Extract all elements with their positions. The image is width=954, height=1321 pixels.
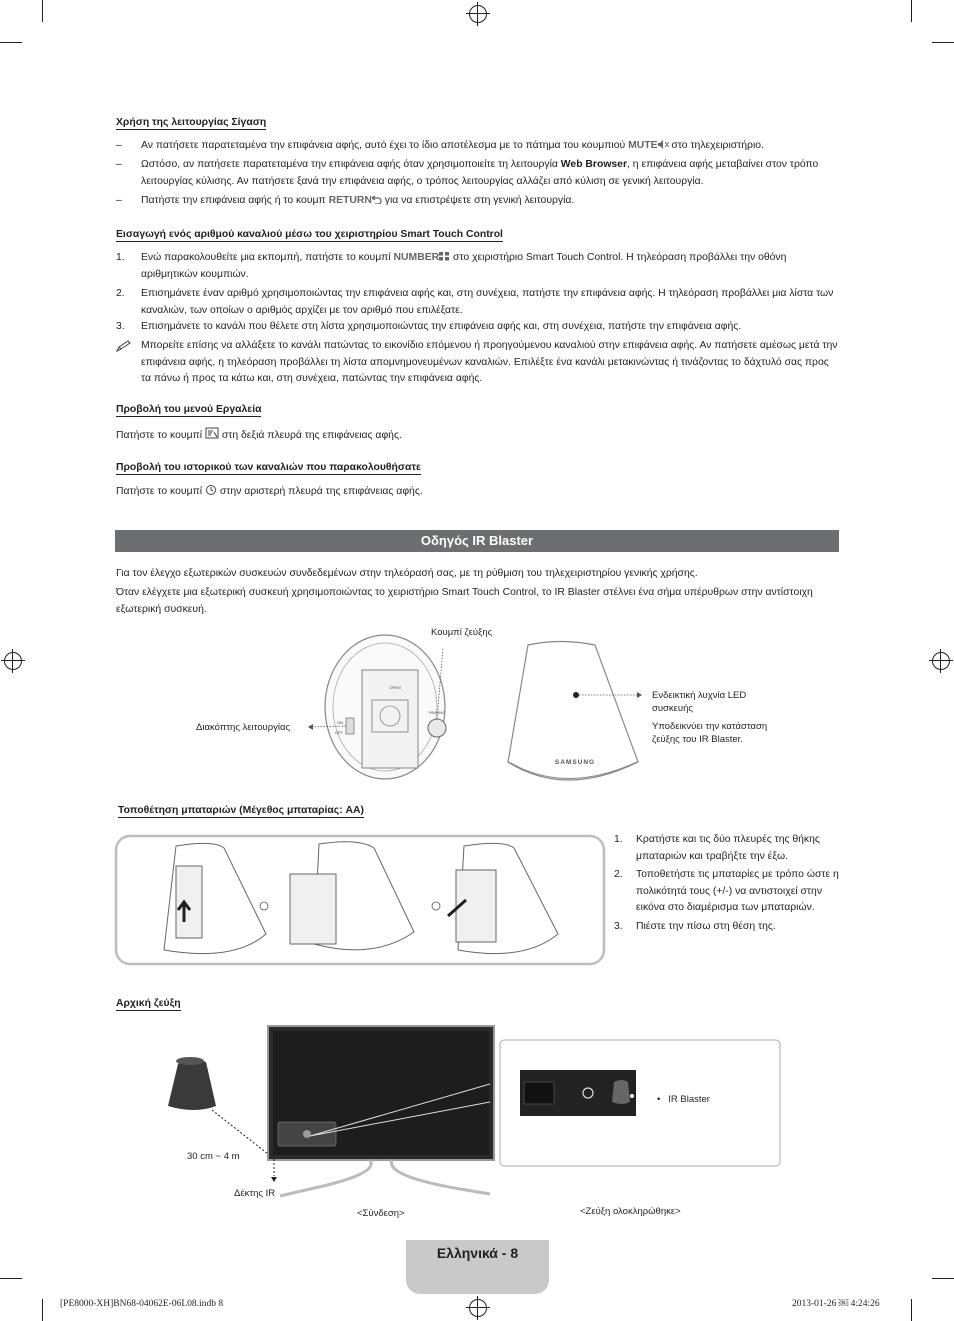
history-instruction: Πατήστε το κουμπί στην αριστερή πλευρά της επιφάνειας αφής. xyxy=(116,486,423,497)
led-description: Υποδεικνύει την κατάσταση ζεύξης του IR Blaster. xyxy=(652,721,768,745)
list-item: – Πατήστε την επιφάνεια αφής ή το κουμπ RETURN για να επιστρέψετε στη γενική λειτουργία. xyxy=(116,195,575,206)
pairing-button-label: Κουμπί ζεύξης xyxy=(431,627,493,638)
tools-instruction: Πατήστε το κουμπί στη δεξιά πλευρά της επιφάνειας αφής. xyxy=(116,427,402,445)
ir-blaster-diagram xyxy=(300,630,650,800)
section-banner: Οδηγός IR Blaster xyxy=(115,530,839,552)
crop-mark xyxy=(911,1299,912,1321)
crop-mark xyxy=(42,0,43,22)
section-heading-history: Προβολή του ιστορικού των καναλιών που παρακολουθήσατε xyxy=(116,462,421,473)
section-heading-channel-number: Εισαγωγή ενός αριθμού καναλιού μέσω του χειριστηρίου Smart Touch Control xyxy=(116,229,503,240)
print-slug-right: 2013-01-26 ￼ 4:24:26 xyxy=(792,1299,880,1309)
caption-connect: <Σύνδεση> xyxy=(357,1208,405,1219)
crop-mark xyxy=(0,42,22,43)
list-item: – Αν πατήσετε παρατεταμένα την επιφάνεια αφής, αυτό έχει το ίδιο αποτέλεσμα με το πάτημα του κουμπιού MUTE στο τηλεχειριστήριο. xyxy=(116,140,764,151)
samsung-logo: SAMSUNG xyxy=(554,759,596,766)
note-pencil-icon xyxy=(116,340,132,352)
distance-label: 30 cm ~ 4 m xyxy=(187,1151,240,1162)
on-label: ON xyxy=(337,720,343,725)
battery-step: 3. Πιέστε την πίσω στη θέση της. xyxy=(614,921,776,932)
led-label: Ενδεικτική λυχνία LED συσκευής xyxy=(652,690,747,714)
battery-installation-illustration xyxy=(114,834,606,966)
return-icon xyxy=(372,195,382,204)
list-item: 3. Επισημάνετε το κανάλι που θέλετε στη λίστα χρησιμοποιώντας την επιφάνεια αφής και, στη συνέχεια, πατήστε την επιφάνεια αφής. xyxy=(116,321,742,332)
caption-pairing-done: <Ζεύξη ολοκληρώθηκε> xyxy=(580,1206,681,1217)
crop-mark xyxy=(0,1278,22,1279)
list-item: 1. Ενώ παρακολουθείτε μια εκπομπή, πατήστε το κουμπί NUMBER στο χειριστήριο Smart Touch Control. Η τηλεόραση προβάλλει την οθόνη αριθμητικών κουμπιών. xyxy=(116,252,787,280)
open-label: OPEN xyxy=(389,685,401,690)
tools-icon xyxy=(205,427,219,440)
list-item: – Ωστόσο, αν πατήσετε παρατεταμένα την επιφάνεια αφής όταν χρησιμοποιείτε τη λειτουργία Web Browser, η επιφάνεια αφής μεταβαίνει στον τρόπο λειτουργίας κύλισης. Αν πατήσετε ξανά την επιφάνεια αφής, ο τρόπος λειτουργίας αλλάζει από κύλιση σε γενική λειτουργία. xyxy=(116,159,819,187)
battery-step: 2. Τοποθετήστε τις μπαταρίες με τρόπο ώστε η πολικότητά τους (+/-) να αντιστοιχεί στην εικόνα στο διαμέρισμα των μπαταριών. xyxy=(614,869,839,913)
power-switch-label: Διακόπτης λειτουργίας xyxy=(196,722,291,733)
ir-blaster-bullet: • IR Blaster xyxy=(657,1094,710,1105)
number-grid-icon xyxy=(439,252,450,261)
note-item: Μπορείτε επίσης να αλλάξετε το κανάλι πατώντας το εικονίδιο επόμενου ή προηγούμενου καναλιού στην επιφάνεια αφής. Αν πατήσετε αμέσως μετά την επιφάνεια αφής, η τηλεόραση προβάλλει τη λίστα απομνημονευμένων καναλιών. Επιλέξτε ένα κανάλι μετακινώντας ή τινάζοντας το δάχτυλό σας προς τα πάνω ή προς τα κάτω και, στη συνέχεια, πατώντας την επιφάνεια αφής. xyxy=(116,338,838,388)
battery-step: 1. Κρατήστε και τις δύο πλευρές της θήκης μπαταριών και τραβήξτε την έξω. xyxy=(614,834,820,862)
crop-mark xyxy=(932,1278,954,1279)
pairing-heading: Αρχική ζεύξη xyxy=(116,998,181,1009)
registration-mark-icon xyxy=(932,652,950,670)
intro-paragraph: Για τον έλεγχο εξωτερικών συσκευών συνδεδεμένων στην τηλεόρασή σας, με τη ρύθμιση του τηλεχειριστηρίου γενικής χρήσης. xyxy=(116,568,698,579)
page-number: Ελληνικά - 8 xyxy=(436,1245,519,1261)
mute-icon xyxy=(658,140,669,149)
crop-mark xyxy=(42,1299,43,1321)
intro-paragraph: Όταν ελέγχετε μια εξωτερική συσκευή χρησιμοποιώντας το χειριστήριο Smart Touch Control, το IR Blaster στέλνει ένα σήμα υπέρυθρων στην αντίστοιχη εξωτερική συσκευή. xyxy=(116,587,813,615)
section-heading-mute: Χρήση της λειτουργίας Σίγαση xyxy=(116,117,267,128)
list-item: 2. Επισημάνετε έναν αριθμό χρησιμοποιώντας την επιφάνεια αφής και, στη συνέχεια, πατήστε την επιφάνεια αφής. Η τηλεόραση προβάλλει μια λίστα των καναλιών, των οποίων ο αριθμός αρχίζει με τον αριθμό που επιλέξατε. xyxy=(116,288,834,316)
history-icon xyxy=(205,484,217,496)
pairing-illustration xyxy=(160,1024,785,1202)
battery-heading: Τοποθέτηση μπαταριών (Μέγεθος μπαταρίας: AA) xyxy=(118,805,365,816)
off-label: OFF xyxy=(335,730,343,735)
crop-mark xyxy=(911,0,912,22)
section-heading-tools: Προβολή του μενού Εργαλεία xyxy=(116,404,262,415)
ir-receiver-label: Δέκτης IR xyxy=(234,1188,276,1199)
registration-mark-icon xyxy=(4,652,22,670)
print-slug-left: [PE8000-XH]BN68-04062E-06L08.indb 8 xyxy=(60,1299,224,1309)
registration-mark-icon xyxy=(469,5,487,23)
registration-mark-icon xyxy=(469,1299,487,1317)
pairing-label: PAIRING xyxy=(428,710,446,715)
crop-mark xyxy=(932,42,954,43)
